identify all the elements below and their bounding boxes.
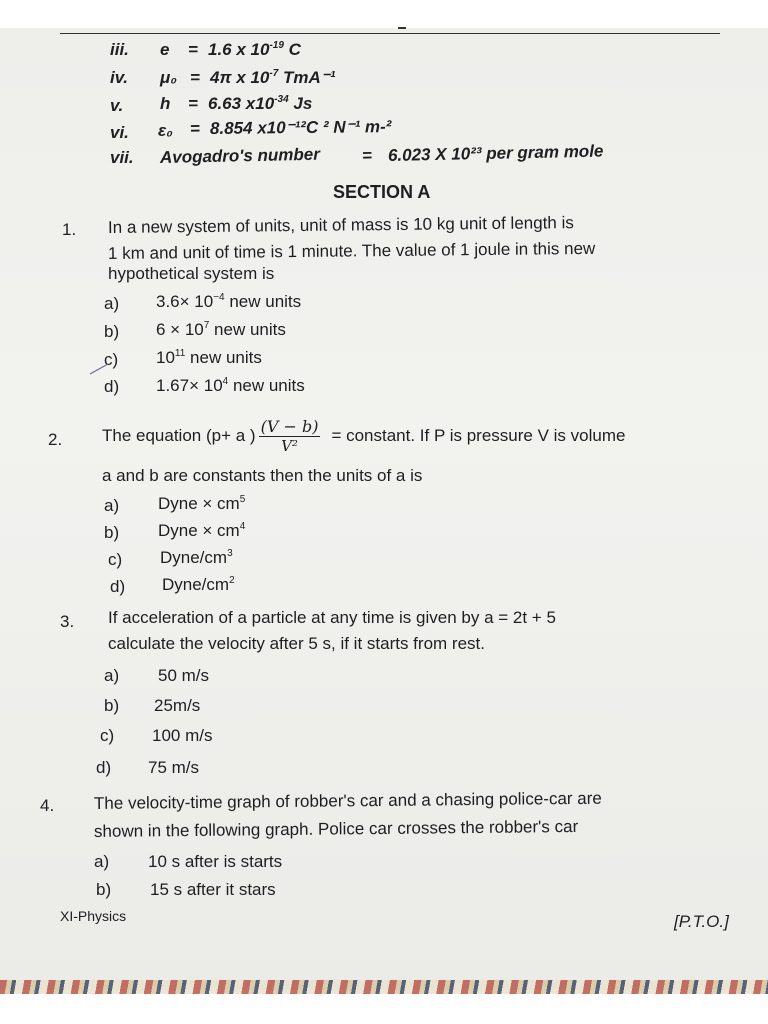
option-label: b) [96,880,112,899]
top-mark [398,27,406,29]
option-label: a) [94,852,110,871]
option-text: Dyne × $cm^4$ [158,521,246,540]
constant-eq: = [361,145,373,165]
constant-label: iv. [110,68,128,87]
footer-subject: XI-Physics [60,908,127,924]
constant-label: iii. [110,40,129,59]
pencil-tick-mark [88,360,110,376]
question-text-line: 1 km and unit of time is 1 minute. The value of 1 joule in this new [107,238,596,263]
question-number: 2. [48,430,63,449]
constant-eq: = [188,40,198,59]
option-label: d) [110,577,126,596]
option-label: b) [104,322,120,341]
constant-value: 4π x $10^{-7}$ TmA⁻¹ [210,68,336,87]
constant-value: 6.023 X 10²³ per gram mole [387,141,604,165]
constant-symbol: Avogadro's number [159,144,321,167]
question-text-line: The velocity-time graph of robber's car and a chasing police-car are [93,788,602,813]
option-label: c) [100,726,115,745]
question-text-line: shown in the following graph. Police car crosses the robber's car [93,816,579,841]
question-equation-line: The equation (p+ a ) $\frac{(V - b)}{\text{V²}}$ = constant. If P is pressure V is volume [102,417,626,455]
constant-symbol: ε₀ [158,121,173,140]
option-text: $3.6\times 10^{-4}$ new units [156,292,302,311]
option-label: a) [104,666,120,685]
option-text: $10^{11}$ new units [156,348,262,367]
header-rule [60,33,720,34]
option-text: $6 \times 10^7$ new units [156,320,286,339]
constant-label: vi. [110,123,129,142]
constant-value: 6.63 $x10^{-34}$ Js [208,94,313,113]
background-surface [0,994,768,1024]
option-text: $1.67\times 10^4$ new units [156,376,305,395]
option-label: a) [104,496,120,515]
option-text: 15 s after it stars [150,880,276,899]
fraction: $\frac{(V - b)}{\text{V²}}$ [260,417,319,455]
question-number: 4. [40,796,55,815]
option-text: 50 m/s [158,666,210,685]
constant-symbol: μ₀ [160,68,177,87]
option-text: 75 m/s [148,758,200,777]
option-label: c) [104,350,119,369]
option-text: 25m/s [154,696,201,715]
option-label: d) [96,758,112,777]
constant-eq: = [189,118,201,138]
option-label: a) [104,294,120,313]
constant-symbol: h [160,94,171,113]
section-title: SECTION A [333,182,431,202]
question-text-line: In a new system of units, unit of mass is 10 kg unit of length is [107,213,574,237]
question-number: 1. [62,220,77,239]
footer-pto: [P.T.O.] [674,912,729,931]
question-text-line: If acceleration of a particle at any time is given by a = 2t + 5 [108,608,556,627]
constant-value: 1.6 x $10^{-19}$ C [208,40,301,59]
option-text: Dyne × $cm^5$ [158,494,246,513]
option-text: 100 m/s [152,726,213,745]
option-label: d) [104,377,120,396]
constant-label: vii. [110,148,134,167]
option-text: 10 s after is starts [148,852,283,871]
constant-symbol: e [160,40,170,59]
question-text-line: calculate the velocity after 5 s, if it starts from rest. [108,634,485,653]
option-text: Dyne/$cm^3$ [160,548,233,567]
question-text-line: hypothetical system is [108,264,275,283]
option-text: Dyne/$cm^2$ [162,575,235,594]
constant-eq: = [190,68,200,87]
constant-value: 8.854 x10⁻¹²C ² N⁻¹ m-² [209,117,392,138]
option-label: b) [104,696,120,715]
constant-label: v. [110,96,124,115]
constant-eq: = [188,94,198,113]
option-label: c) [108,550,123,569]
question-number: 3. [60,612,75,631]
question-text-line: a and b are constants then the units of a is [102,466,423,485]
option-label: b) [104,523,120,542]
